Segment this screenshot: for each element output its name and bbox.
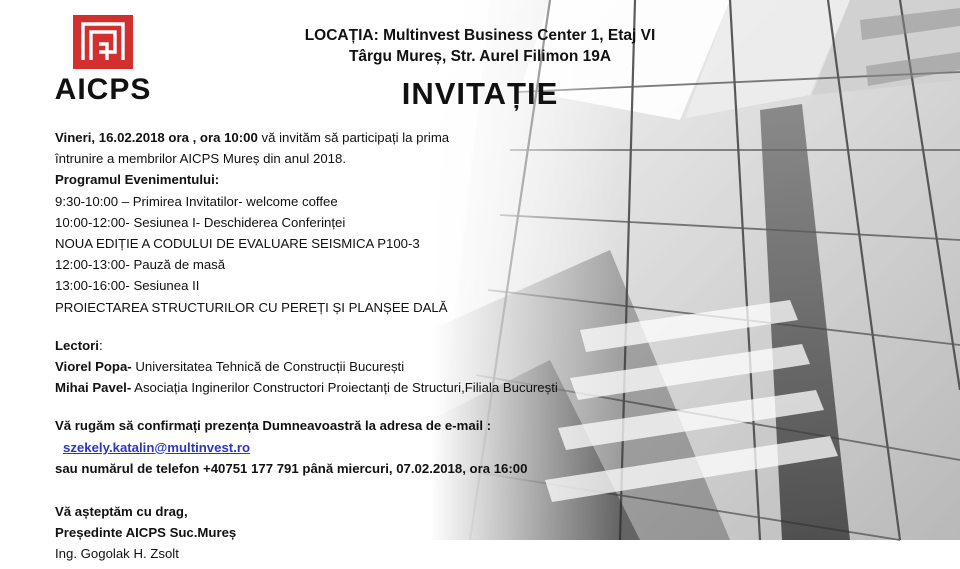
program-item: PROIECTAREA STRUCTURILOR CU PEREȚI ȘI PLANȘEE DALĂ	[55, 299, 448, 315]
spacer	[55, 322, 615, 339]
lector-affiliation: Universitatea Tehnică de Construcții București	[131, 359, 405, 375]
contact-email-link[interactable]: szekely.katalin@multinvest.ro	[63, 439, 251, 455]
lectors-heading	[55, 339, 615, 352]
program-item: 12:00-13:00- Pauză de masă	[55, 257, 226, 273]
lectors-heading-label: Lectori	[55, 337, 99, 353]
location-heading	[180, 26, 780, 68]
location-line-1: LOCAȚIA: Multinvest Business Center 1, Etaj VI	[304, 27, 656, 44]
program-item: 10:00-12:00- Sesiunea I- Deschiderea Conferinței	[55, 214, 346, 230]
lectors-heading-colon: :	[98, 337, 103, 353]
spacer	[55, 483, 615, 505]
program-item: NOUA EDIȚIE A CODULUI DE EVALUARE SEISMICA P100-3	[55, 236, 420, 252]
intro-date-bold: Vineri, 16.02.2018 ora , ora 10:00	[55, 130, 258, 145]
lector-row	[55, 381, 615, 394]
lector-row	[55, 360, 615, 373]
lector-name: Mihai Pavel-	[55, 380, 132, 396]
spacer	[55, 402, 615, 419]
aicps-logo-mark-icon	[72, 14, 134, 70]
aicps-logo-text: AICPS	[54, 73, 152, 106]
contact-phone-line: sau numărul de telefon +40751 177 791 până miercuri, 07.02.2018, ora 16:00	[55, 460, 528, 476]
closing-line-2: Președinte AICPS Suc.Mureș	[55, 525, 237, 541]
program-item: 9:30-10:00 – Primirea Invitatilor- welcome coffee	[55, 193, 338, 209]
page-title: INVITAȚIE	[401, 76, 559, 111]
aicps-logo	[38, 14, 168, 107]
lector-affiliation: Asociația Inginerilor Constructori Proiectanți de Structuri,Filiala București	[131, 380, 558, 396]
closing-signature: Ing. Gogolak H. Zsolt	[55, 546, 179, 562]
program-item: 13:00-16:00- Sesiunea II	[55, 278, 200, 294]
closing-line-1: Vă așteptăm cu drag,	[55, 504, 188, 520]
invitation-body	[55, 131, 615, 569]
intro-line-2: întrunire a membrilor AICPS Mureș din anul 2018.	[55, 151, 346, 167]
contact-email-row	[55, 441, 615, 454]
location-line-2: Târgu Mureș, Str. Aurel Filimon 19A	[348, 47, 612, 65]
intro-rest: vă invităm să participați la prima	[257, 130, 450, 145]
lector-name: Viorel Popa-	[55, 359, 132, 375]
confirm-instruction: Vă rugăm să confirmați prezența Dumneavoastră la adresa de e-mail :	[55, 418, 492, 434]
intro-line-1	[55, 131, 615, 144]
program-heading: Programul Evenimentului:	[55, 172, 220, 188]
